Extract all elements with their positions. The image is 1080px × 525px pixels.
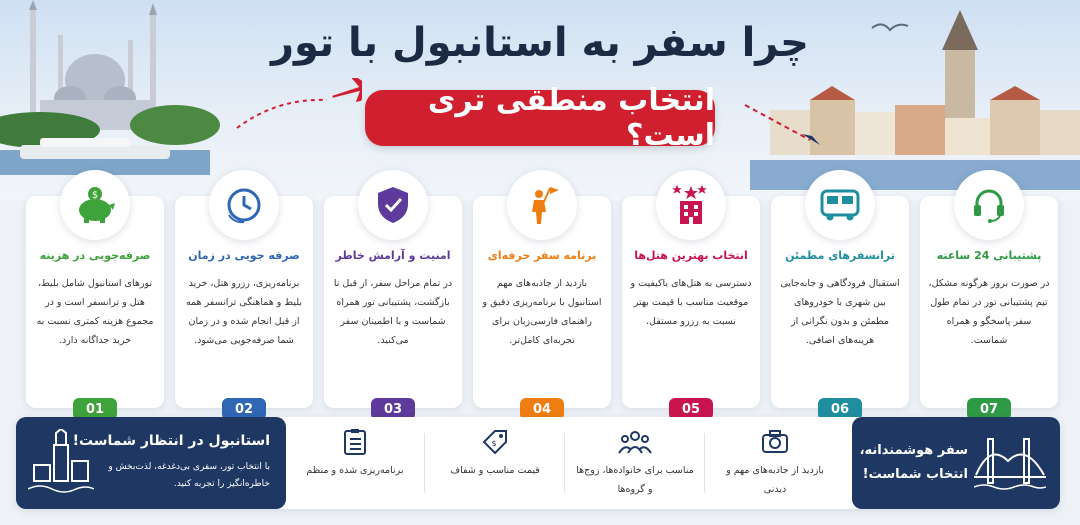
divider: [564, 433, 565, 493]
svg-text:$: $: [91, 190, 99, 201]
card-number: 06: [818, 398, 862, 420]
seagull-icon: [870, 18, 910, 44]
feature-price: [435, 427, 555, 480]
feature-attractions: [715, 427, 835, 499]
card-description: برنامه‌ریزی، رزرو هتل، خرید بلیط و هماهنگی ترانسفر همه از قبل انجام شده و در زمان شما صرفه‌جویی می‌شود.: [185, 278, 303, 346]
card-number: 07: [967, 398, 1011, 420]
divider: [424, 433, 425, 493]
card-description: تورهای استانبول شامل بلیط، هتل و ترانسفر است و در مجموع هزینه کمتری نسبت به خرید جداگانه دارد.: [36, 278, 154, 346]
bottom-banner: [16, 417, 1060, 509]
feature-text: قیمت مناسب و شفاف: [450, 465, 540, 476]
bus-icon: [805, 170, 875, 240]
smart-travel-panel: [852, 417, 1060, 509]
smart-travel-title: سفر هوشمندانه، انتخاب شماست!: [859, 443, 968, 482]
benefit-card-01: [26, 190, 164, 417]
guide-flag-icon: [507, 170, 577, 240]
shield-check-icon: [358, 170, 428, 240]
card-title: برنامه سفر حرفه‌ای: [487, 249, 597, 262]
benefit-card-06: [771, 196, 909, 417]
card-title: ترانسفرهای مطمئن: [785, 249, 895, 262]
card-description: در صورت بروز هرگونه مشکل، تیم پشتیبانی تور در تمام طول سفر پاسخگو و همراه شماست.: [928, 278, 1050, 346]
feature-text: مناسب برای خانواده‌ها، زوج‌ها و گروه‌ها: [576, 465, 694, 495]
istanbul-awaits-title: استانبول در انتظار شماست!: [72, 433, 270, 449]
airplane-icon: [232, 78, 362, 133]
feature-text: بازدید از جاذبه‌های مهم و دیدنی: [726, 465, 824, 495]
page-title: چرا سفر به استانبول با تور: [270, 20, 810, 66]
istanbul-awaits-description: با انتخاب تور، سفری بی‌دغدغه، لذت‌بخش و خاطره‌انگیز را تجربه کنید.: [108, 462, 270, 489]
hotel-icon: [656, 170, 726, 240]
card-description: بازدید از جاذبه‌های مهم استانبول با برنامه‌ریزی دقیق و راهنمای فارسی‌زبان برای تجربه‌ای کامل‌تر.: [482, 278, 602, 346]
card-number: 03: [371, 398, 415, 420]
card-description: دسترسی به هتل‌های باکیفیت و موقعیت مناسب با قیمت بهتر نسبت به رزرو مستقل.: [630, 278, 752, 327]
card-number: 01: [73, 398, 117, 420]
card-title: امنیت و آرامش خاطر: [335, 249, 451, 262]
svg-text:$: $: [491, 439, 497, 448]
bridge-icon: [974, 431, 1046, 495]
divider: [704, 433, 705, 493]
airplane-icon: [740, 100, 830, 150]
people-group-icon: [575, 427, 695, 457]
checklist-icon: [295, 427, 415, 457]
benefit-card-02: [175, 196, 313, 417]
card-title: صرفه جویی در زمان: [188, 249, 300, 262]
benefit-card-07: [920, 196, 1058, 417]
feature-planned: [295, 427, 415, 480]
card-title: صرفه‌جویی در هزینه: [39, 249, 151, 262]
price-tag-icon: [435, 427, 555, 457]
tower-icon: [28, 429, 94, 497]
headset-icon: [954, 170, 1024, 240]
benefit-cards: [22, 190, 1058, 417]
piggy-bank-icon: [60, 170, 130, 240]
feature-groups: [575, 427, 695, 499]
benefit-card-05: [622, 196, 760, 417]
card-title: پشتیبانی 24 ساعته: [936, 249, 1042, 262]
clock-icon: [209, 170, 279, 240]
page-subtitle: انتخاب منطقی تری است؟: [365, 90, 715, 146]
istanbul-awaits-panel: [16, 417, 286, 509]
card-number: 05: [669, 398, 713, 420]
card-title: انتخاب بهترین هتل‌ها: [634, 249, 748, 262]
card-number: 02: [222, 398, 266, 420]
card-number: 04: [520, 398, 564, 420]
card-description: استقبال فرودگاهی و جابه‌جایی بین شهری با خودروهای مطمئن و بدون نگرانی از هزینه‌های اضافی.: [780, 278, 900, 346]
mosque-skyline-illustration: [0, 0, 250, 190]
card-description: در تمام مراحل سفر، از قبل تا بازگشت، پشتیبانی تور همراه شماست و با اطمینان سفر می‌کنید.: [333, 278, 453, 346]
benefit-card-04: [473, 196, 611, 417]
camera-icon: [715, 427, 835, 457]
benefit-card-03: [324, 196, 462, 417]
feature-text: برنامه‌ریزی شده و منظم: [306, 465, 404, 476]
